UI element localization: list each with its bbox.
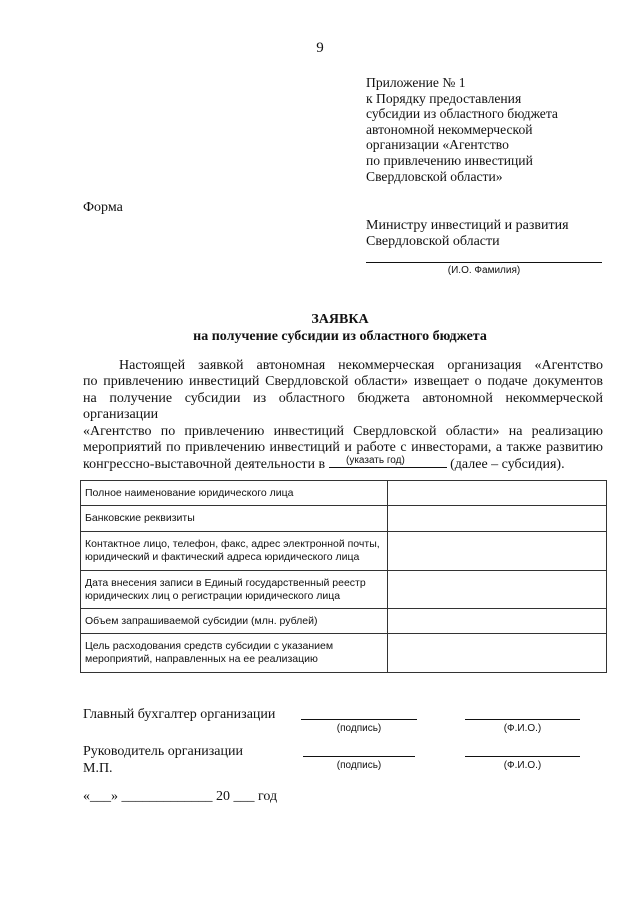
paragraph-text: (далее – субсидия). [450, 457, 565, 473]
appendix-line: Свердловской области» [366, 168, 503, 184]
paragraph-line: «Агентство по привлечению инвестиций Свердловской области» на реализацию [83, 423, 603, 439]
row-value [388, 481, 607, 506]
head-signature-line [303, 756, 415, 757]
paragraph-line [83, 456, 603, 473]
document-title [0, 311, 640, 345]
page-number: 9 [316, 40, 324, 56]
addressee-line: Министру инвестиций и развития [366, 218, 569, 233]
appendix-line: автономной некоммерческой [366, 121, 533, 137]
row-label: Цель расходования средств субсидии с указанием мероприятий, направленных на ее реализацию [81, 634, 388, 673]
date-line: «___» _____________ 20 ___ год [83, 789, 278, 804]
addressee [366, 218, 569, 250]
row-label: Дата внесения записи в Единый государственный реестр юридических лиц о регистрации юридического лица [81, 571, 388, 609]
head-name-line [465, 756, 580, 757]
subtitle: на получение субсидии из областного бюджета [193, 329, 487, 344]
paragraph-text: конгрессно-выставочной деятельности в [83, 457, 326, 473]
year-caption: (указать год) [346, 455, 405, 466]
addressee-name-caption: (И.О. Фамилия) [447, 265, 521, 276]
row-label: Контактное лицо, телефон, факс, адрес электронной почты, юридический и фактический адреса юридического лица [81, 532, 388, 571]
appendix-line: по привлечению инвестиций [366, 152, 533, 168]
application-table [80, 480, 607, 673]
row-label: Банковские реквизиты [81, 506, 388, 532]
name-caption: (Ф.И.О.) [503, 723, 542, 734]
stamp-label: М.П. [83, 761, 113, 776]
row-value [388, 506, 607, 532]
signature-caption: (подпись) [336, 760, 382, 771]
signature-caption: (подпись) [336, 723, 382, 734]
accountant-label: Главный бухгалтер организации [83, 707, 276, 722]
addressee-line: Свердловской области [366, 234, 500, 249]
row-label: Объем запрашиваемой субсидии (млн. рублей) [81, 609, 388, 634]
form-label: Форма [83, 200, 123, 215]
table-row [81, 571, 607, 609]
row-value [388, 609, 607, 634]
accountant-signature-line [301, 719, 417, 720]
paragraph-line: по привлечению инвестиций Свердловской области» извещает о подаче документов [83, 374, 603, 390]
accountant-name-line [465, 719, 580, 720]
name-caption: (Ф.И.О.) [503, 760, 542, 771]
paragraph-line: на получение субсидии из областного бюджета автономной некоммерческой организации [83, 390, 603, 423]
table-row [81, 481, 607, 506]
appendix-line: к Порядку предоставления [366, 90, 522, 106]
appendix-line: субсидии из областного бюджета [366, 106, 558, 122]
appendix-line: Приложение № 1 [366, 75, 466, 90]
body-paragraph [83, 358, 603, 474]
table-row [81, 506, 607, 532]
table-row [81, 634, 607, 673]
appendix-line: организации «Агентство [366, 137, 509, 153]
paragraph-line: мероприятий по привлечению инвестиций и работе с инвесторами, а также развитию [83, 440, 603, 456]
title: ЗАЯВКА [311, 312, 369, 327]
paragraph-line: Настоящей заявкой автономная некоммерческая организация «Агентство [119, 358, 603, 373]
table-row [81, 532, 607, 571]
head-label: Руководитель организации [83, 744, 243, 759]
appendix-header [366, 75, 558, 184]
table-row [81, 609, 607, 634]
row-value [388, 532, 607, 571]
row-value [388, 571, 607, 609]
addressee-name-line [366, 262, 602, 263]
row-label: Полное наименование юридического лица [81, 481, 388, 506]
row-value [388, 634, 607, 673]
